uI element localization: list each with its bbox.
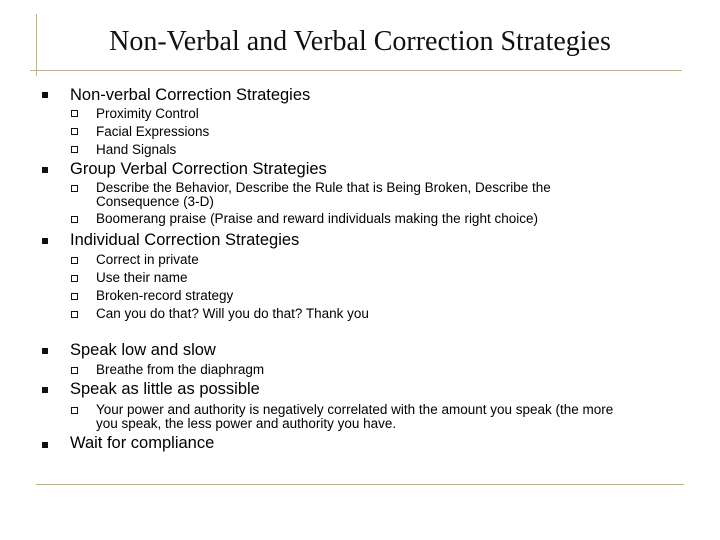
list-item: Correct in private <box>96 252 199 267</box>
sub-bullet-square-icon <box>71 185 78 192</box>
bullet-square-icon <box>42 387 48 393</box>
list-item: Hand Signals <box>96 142 177 157</box>
sub-bullet-square-icon <box>71 311 78 318</box>
section-heading: Non-verbal Correction Strategies <box>70 86 311 104</box>
list-item-continuation: Consequence (3-D) <box>96 194 214 209</box>
bullet-square-icon <box>42 92 48 98</box>
sub-bullet-square-icon <box>71 257 78 264</box>
list-item: Broken-record strategy <box>96 288 234 303</box>
title-underline <box>30 70 682 71</box>
list-item: Your power and authority is negatively correlated with the amount you speak (the more <box>96 402 614 417</box>
slide-title: Non-Verbal and Verbal Correction Strategies <box>109 26 611 57</box>
list-item: Proximity Control <box>96 106 199 121</box>
sub-bullet-square-icon <box>71 275 78 282</box>
sub-bullet-square-icon <box>71 146 78 153</box>
sub-bullet-square-icon <box>71 407 78 414</box>
list-item: Describe the Behavior, Describe the Rule that is Being Broken, Describe the <box>96 180 551 195</box>
list-item: Can you do that? Will you do that? Thank you <box>96 306 369 321</box>
list-item: Breathe from the diaphragm <box>96 362 265 377</box>
list-item-continuation: you speak, the less power and authority you have. <box>96 416 397 431</box>
bullet-square-icon <box>42 167 48 173</box>
bullet-square-icon <box>42 442 48 448</box>
section-heading: Wait for compliance <box>70 434 215 452</box>
bullet-square-icon <box>42 238 48 244</box>
list-item: Boomerang praise (Praise and reward individuals making the right choice) <box>96 211 538 226</box>
footer-divider <box>36 484 684 485</box>
list-item: Use their name <box>96 270 188 285</box>
section-heading: Group Verbal Correction Strategies <box>70 160 327 178</box>
list-item: Facial Expressions <box>96 124 210 139</box>
section-heading: Speak as little as possible <box>70 380 260 398</box>
section-heading: Individual Correction Strategies <box>70 231 300 249</box>
bullet-square-icon <box>42 348 48 354</box>
sub-bullet-square-icon <box>71 216 78 223</box>
sub-bullet-square-icon <box>71 110 78 117</box>
sub-bullet-square-icon <box>71 128 78 135</box>
sub-bullet-square-icon <box>71 293 78 300</box>
section-heading: Speak low and slow <box>70 341 216 359</box>
sub-bullet-square-icon <box>71 367 78 374</box>
